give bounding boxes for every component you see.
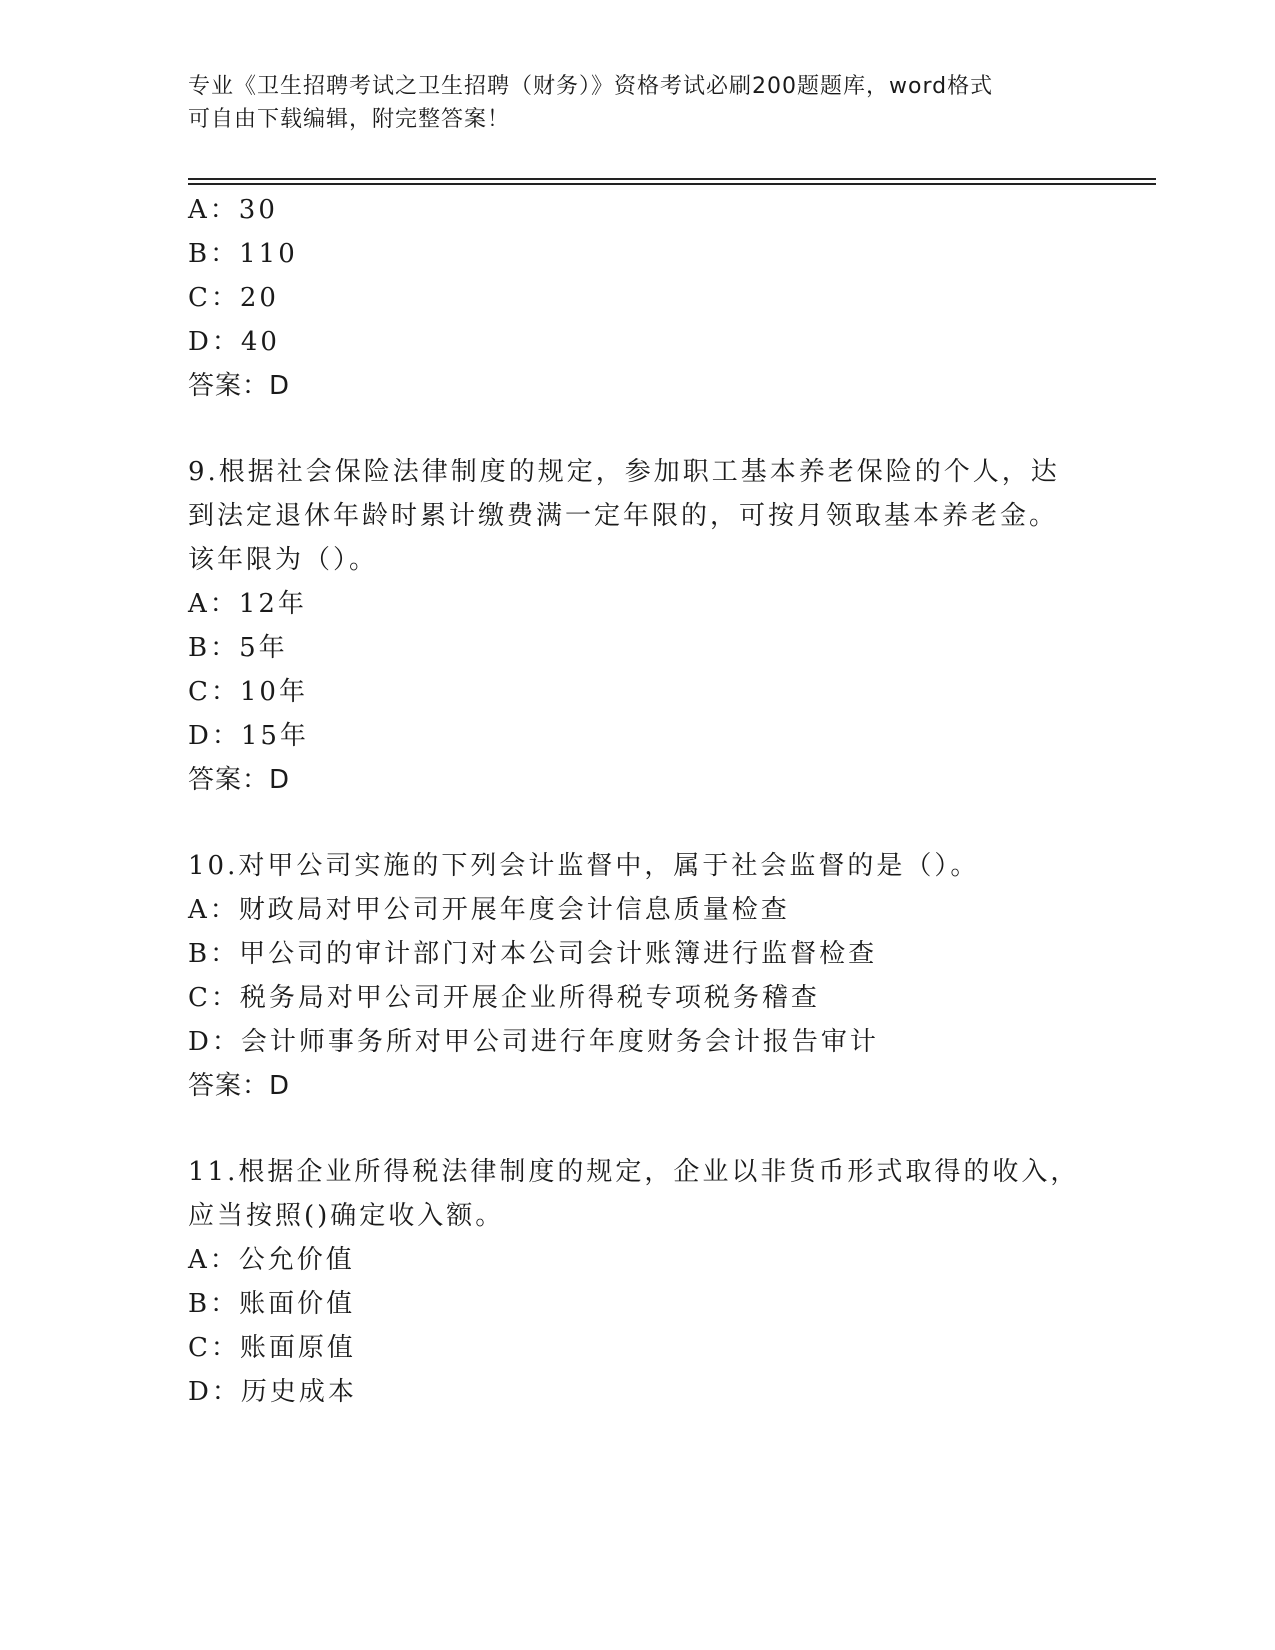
q11-stem-line-1: 11.根据企业所得税法律制度的规定，企业以非货币形式取得的收入， (188, 1157, 1080, 1187)
q9-option-b: B：5年 (188, 633, 288, 663)
header-divider-top (188, 178, 1156, 180)
q8-option-b: B：110 (188, 239, 298, 269)
q11-option-c: C：账面原值 (188, 1333, 356, 1363)
q10-option-d: D：会计师事务所对甲公司进行年度财务会计报告审计 (188, 1027, 879, 1057)
q10-option-a: A：财政局对甲公司开展年度会计信息质量检查 (188, 895, 790, 925)
q9-option-d: D：15年 (188, 721, 309, 751)
q10-option-b: B：甲公司的审计部门对本公司会计账簿进行监督检查 (188, 939, 878, 969)
header-title-line-1: 专业《卫生招聘考试之卫生招聘（财务）》资格考试必刷200题题库，word格式 (188, 74, 994, 99)
q11-option-b: B：账面价值 (188, 1289, 356, 1319)
q9-stem-line-3: 该年限为（）。 (188, 545, 379, 575)
q10-answer: 答案：D (188, 1071, 291, 1101)
q10-stem-line-1: 10.对甲公司实施的下列会计监督中，属于社会监督的是（）。 (188, 851, 980, 881)
q9-answer: 答案：D (188, 765, 291, 795)
header-divider-bottom (188, 183, 1156, 185)
q8-option-a: A：30 (188, 195, 278, 225)
q10-option-c: C：税务局对甲公司开展企业所得税专项税务稽查 (188, 983, 820, 1013)
q9-stem-line-1: 9.根据社会保险法律制度的规定，参加职工基本养老保险的个人，达 (188, 457, 1060, 487)
header-title-line-2: 可自由下载编辑，附完整答案！ (188, 107, 511, 132)
q8-option-d: D：40 (188, 327, 280, 357)
q9-option-a: A：12年 (188, 589, 307, 619)
q8-option-c: C：20 (188, 283, 279, 313)
q11-option-a: A：公允价值 (188, 1245, 355, 1275)
q9-stem-line-2: 到法定退休年龄时累计缴费满一定年限的，可按月领取基本养老金。 (188, 501, 1059, 531)
q8-answer: 答案：D (188, 371, 291, 401)
document-header (188, 70, 1068, 136)
q9-option-c: C：10年 (188, 677, 308, 707)
q11-option-d: D：历史成本 (188, 1377, 357, 1407)
q11-stem-line-2: 应当按照()确定收入额。 (188, 1201, 505, 1231)
